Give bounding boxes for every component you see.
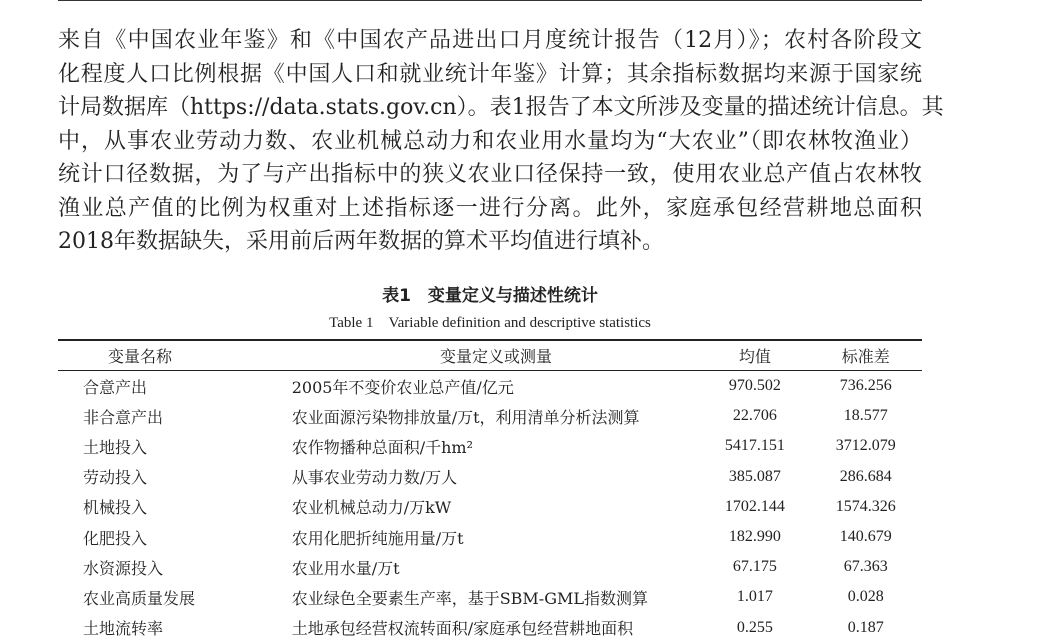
cell-variable-name: 农业高质量发展 (83, 588, 196, 608)
cell-variable-definition: 农业绿色全要素生产率，基于SBM-GML指数测算 (291, 588, 649, 608)
cell-variable-name: 机械投入 (83, 498, 148, 518)
table-row (58, 582, 922, 612)
table-row (58, 492, 922, 522)
table-header-row (58, 340, 922, 371)
table-caption-zh: 表1 变量定义与描述性统计 (382, 286, 598, 306)
cell-variable-name: 合意产出 (83, 377, 148, 397)
cell-variable-definition: 土地承包经营权流转面积/家庭承包经营耕地面积 (291, 619, 634, 639)
table-row (58, 462, 922, 492)
cell-mean: 22.706 (732, 407, 777, 425)
table-row (58, 401, 922, 431)
header-mean: 均值 (700, 340, 809, 371)
paragraph-line: 来自《中国农业年鉴》和《中国农产品进出口月度统计报告（12月）》；农村各阶段文 (58, 28, 922, 53)
paragraph-line: 化程度人口比例根据《中国人口和就业统计年鉴》计算；其余指标数据均来源于国家统 (58, 61, 922, 87)
descriptive-statistics-table (58, 339, 922, 643)
cell-mean: 0.255 (736, 618, 773, 636)
cell-variable-definition: 2005年不变价农业总产值/亿元 (291, 377, 514, 397)
table-row (58, 431, 922, 461)
paragraph-line: 统计口径数据，为了与产出指标中的狭义农业口径保持一致，使用农业总产值占农林牧 (58, 162, 922, 187)
cell-variable-name: 非合意产出 (83, 407, 164, 427)
cell-variable-name: 化肥投入 (83, 528, 148, 548)
cell-std-dev: 0.187 (847, 618, 884, 636)
header-std-dev: 标准差 (809, 340, 922, 371)
cell-variable-name: 土地流转率 (83, 619, 164, 639)
cell-std-dev: 3712.079 (835, 437, 896, 455)
cell-variable-definition: 农业机械总动力/万kW (291, 498, 452, 518)
cell-mean: 1702.144 (724, 497, 785, 515)
table-container (58, 339, 922, 643)
cell-std-dev: 140.679 (839, 528, 892, 546)
cell-mean: 970.502 (728, 377, 781, 395)
cell-std-dev: 736.256 (839, 377, 892, 395)
paragraph-line: 2018年数据缺失，采用前后两年数据的算术平均值进行填补。 (58, 229, 664, 254)
table-row (58, 552, 922, 582)
header-variable-name: 变量名称 (58, 340, 288, 371)
paragraph-line: 渔业总产值的比例为权重对上述指标逐一进行分离。此外，家庭承包经营耕地总面积 (58, 195, 922, 221)
cell-variable-definition: 农业面源污染物排放量/万t，利用清单分析法测算 (291, 407, 640, 427)
cell-variable-definition: 农作物播种总面积/千hm² (291, 437, 473, 457)
cell-mean: 385.087 (728, 467, 781, 485)
cell-mean: 1.017 (736, 588, 773, 606)
header-variable-definition: 变量定义或测量 (288, 340, 701, 371)
cell-variable-definition: 从事农业劳动力数/万人 (291, 468, 458, 488)
cell-mean: 67.175 (732, 558, 777, 576)
cell-std-dev: 286.684 (839, 467, 892, 485)
cell-variable-name: 劳动投入 (83, 468, 148, 488)
cell-std-dev: 1574.326 (835, 497, 896, 515)
body-paragraph (58, 24, 944, 259)
cell-std-dev: 0.028 (847, 588, 884, 606)
cell-variable-definition: 农用化肥折纯施用量/万t (291, 528, 464, 548)
top-rule (58, 0, 922, 1)
cell-mean: 5417.151 (724, 437, 785, 455)
table-row (58, 371, 922, 402)
cell-variable-name: 土地投入 (83, 437, 148, 457)
table-row (58, 522, 922, 552)
cell-mean: 182.990 (728, 528, 781, 546)
cell-variable-definition: 农业用水量/万t (291, 558, 400, 578)
cell-variable-name: 水资源投入 (83, 558, 164, 578)
cell-std-dev: 67.363 (843, 558, 888, 576)
paragraph-line: 中，从事农业劳动力数、农业机械总动力和农业用水量均为“大农业”（即农林牧渔业） (58, 128, 922, 154)
paragraph-line: 计局数据库（https://data.stats.gov.cn）。表1报告了本文所涉及变量的描述统计信息。其 (58, 95, 944, 120)
cell-std-dev: 18.577 (843, 407, 888, 425)
table-row (58, 613, 922, 643)
table-caption-en: Table 1 Variable definition and descriptive statistics (329, 315, 651, 331)
